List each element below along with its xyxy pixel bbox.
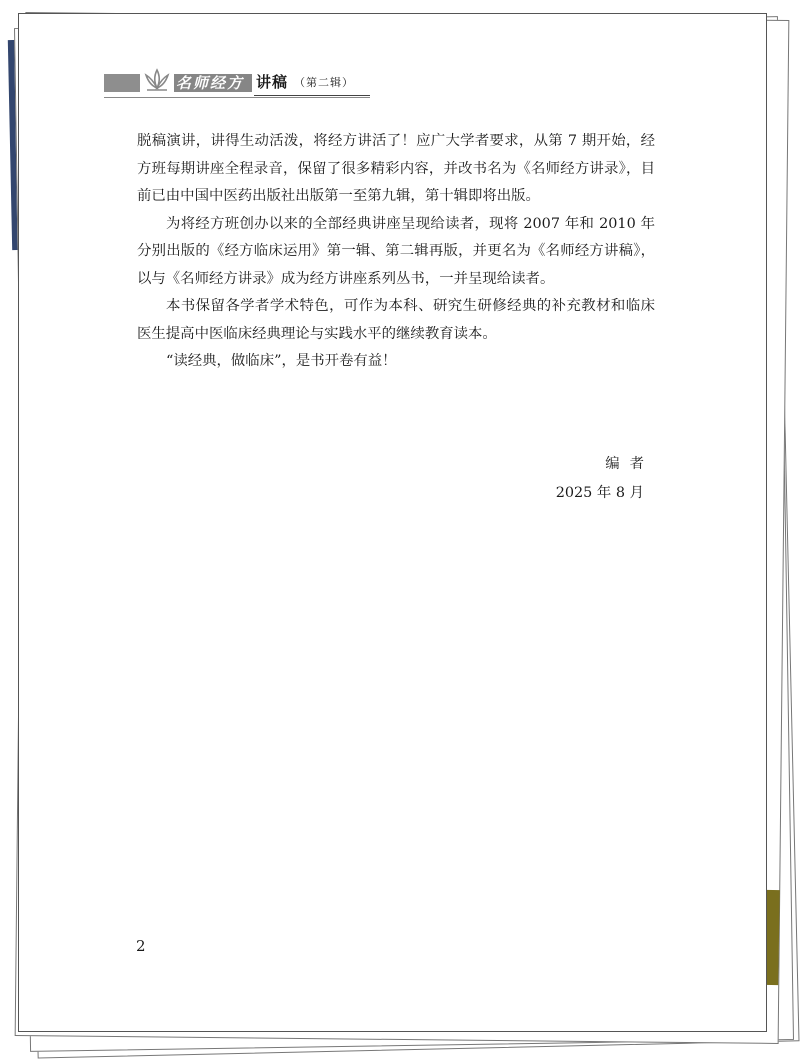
- signature-author: 编者: [605, 456, 654, 472]
- paragraph: 为将经方班创办以来的全部经典讲座呈现给读者，现将 2007 年和 2010 年分别出版的《经方临床运用》第一辑、第二辑再版，并更名为《名师经方讲稿》，以与《名师经方讲录》成为经方讲座系列丛书，一并呈现给读者。: [137, 215, 655, 287]
- series-title: 名师经方: [176, 74, 245, 92]
- header-gray-bar: [104, 74, 140, 92]
- lotus-icon: [142, 66, 172, 94]
- header-underline: [104, 97, 370, 98]
- series-subtitle: 讲稿: [256, 73, 289, 91]
- series-edition: （第二辑）: [294, 76, 354, 89]
- signature-date: 2025 年 8 月: [555, 485, 644, 501]
- header-rule: [254, 95, 370, 96]
- running-header: [104, 66, 370, 102]
- body-text: [137, 128, 655, 376]
- paragraph: 脱稿演讲，讲得生动活泼，将经方讲活了！应广大学者要求，从第 7 期开始，经方班每期讲座全程录音，保留了很多精彩内容，并改书名为《名师经方讲录》，目前已由中国中医药出版社出版第一至第九辑，第十辑即将出版。: [137, 133, 655, 204]
- paragraph: 本书保留各学者学术特色，可作为本科、研究生研修经典的补充教材和临床医生提高中医临床经典理论与实践水平的继续教育读本。: [137, 298, 655, 342]
- paragraph: “读经典，做临床”，是书开卷有益！: [166, 353, 397, 369]
- page-number: 2: [136, 937, 146, 955]
